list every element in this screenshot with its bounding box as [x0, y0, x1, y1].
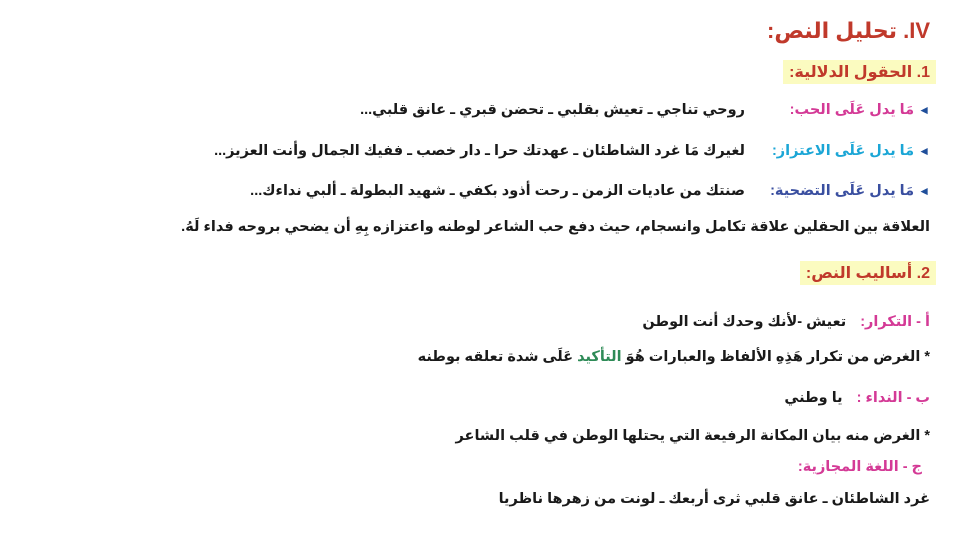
- text-styles-heading: 2. أساليب النص:: [800, 261, 936, 285]
- triangle-bullet-icon: ◄: [918, 144, 930, 158]
- triangle-bullet-icon: ◄: [918, 184, 930, 198]
- field-label-love: ◄مَا يدل عَلَى الحب:: [789, 102, 930, 118]
- style-figurative-label: ج - اللغة المجازية:: [797, 459, 922, 475]
- semantic-fields-heading: 1. الحقول الدلالية:: [783, 60, 936, 84]
- style-vocative-row: [784, 390, 930, 406]
- fields-relation-text: العلاقة بين الحقلين علاقة تكامل وانسجام، حيث دفع حب الشاعر لوطنه واعتزازه بِهِ أن يضحي بروحه فداء لَهُ.: [181, 219, 930, 235]
- style-vocative-goal: * الغرض منه بيان المكانة الرفيعة التي يحتلها الوطن في قلب الشاعر: [455, 428, 930, 444]
- field-row-sacrifice: [250, 183, 930, 199]
- field-label-sacrifice: ◄مَا يدل عَلَى التضحية:: [770, 183, 930, 199]
- field-label-pride: ◄مَا يدل عَلَى الاعتزاز:: [771, 143, 930, 159]
- emphasis-word: التأكيد: [577, 349, 622, 365]
- style-repetition-goal: * الغرض من تكرار هَذِهِ الألفاظ والعبارات هُوَ التأكيد عَلَى شدة تعلقه بوطنه: [417, 349, 930, 365]
- field-row-love: [360, 102, 930, 118]
- style-vocative-text: يا وطني: [784, 390, 843, 406]
- style-vocative-label: ب - النداء :: [856, 390, 930, 406]
- style-repetition-text: تعيش -لأنك وحدك أنت الوطن: [642, 314, 847, 330]
- style-figurative-text: غرد الشاطئان ـ عانق قلبي ثرى أربعك ـ لونت من زهرها ناظريا: [498, 491, 930, 507]
- field-text-sacrifice: صنتك من عاديات الزمن ـ رحت أذود بكفي ـ شهيد البطولة ـ ألبي نداءك...: [250, 183, 745, 199]
- field-row-pride: [214, 143, 930, 159]
- section-title: IV. تحليل النص:: [767, 18, 930, 43]
- triangle-bullet-icon: ◄: [918, 103, 930, 117]
- field-text-pride: لغيرك مَا غرد الشاطئان ـ عهدتك حرا ـ دار خصب ـ ففيك الجمال وأنت العزيز...: [214, 143, 745, 159]
- style-repetition-label: أ - التكرار:: [860, 314, 930, 330]
- style-repetition-row: [642, 314, 930, 330]
- field-text-love: روحي تناجي ـ تعيش بقلبي ـ تحضن قبري ـ عانق قلبي...: [360, 102, 745, 118]
